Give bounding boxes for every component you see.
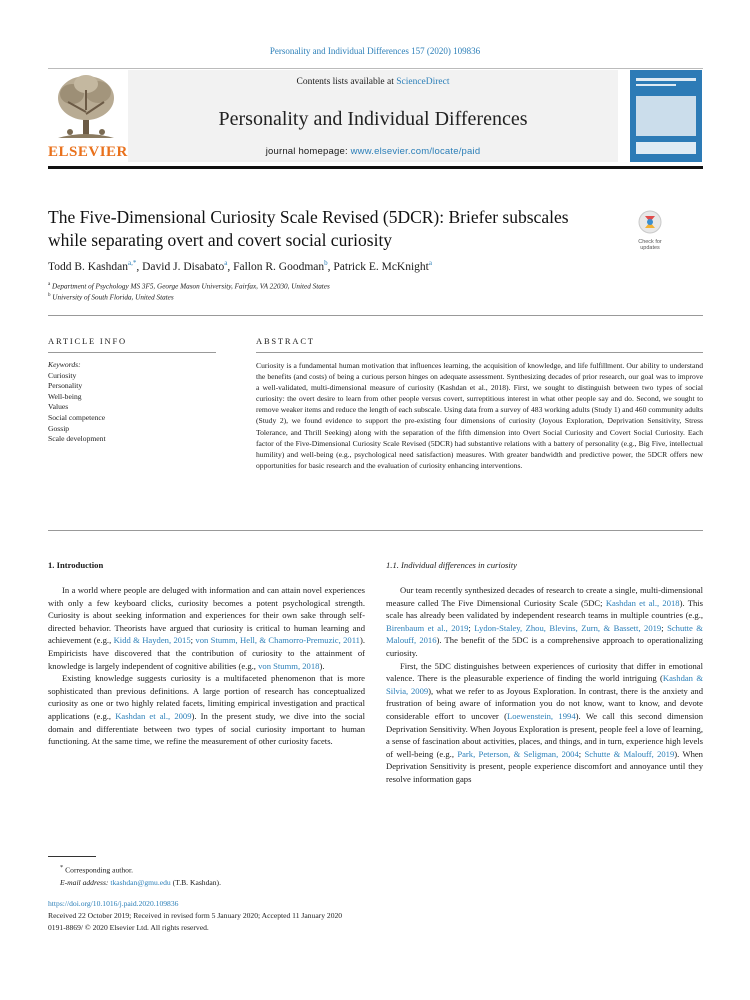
abstract-heading: ABSTRACT (256, 336, 315, 346)
section-divider (48, 315, 703, 316)
citation-link[interactable]: Loewenstein, 1994 (507, 710, 576, 721)
paragraph-text: ). We call this second dimension Deprivation Sensitivity. When Joyous Exploration is present, people feel a love of learning, a sense of fascination about activities, places, and things, and in turn, experience high levels of well-being (e.g., (386, 710, 703, 759)
footnote (60, 862, 221, 889)
cover-footer-panel (636, 142, 696, 154)
citation-link[interactable]: Kashdan & Silvia, 2009 (386, 673, 704, 696)
keywords-list (48, 360, 218, 445)
affiliation (48, 282, 708, 290)
author-list (48, 259, 708, 273)
contents-prefix: Contents lists available at (296, 77, 397, 87)
paragraph (386, 584, 703, 660)
cover-line (636, 78, 696, 81)
keyword: Curiosity (48, 370, 77, 380)
abstract-rule (256, 352, 703, 353)
citation-link[interactable]: Kashdan et al., 2018 (605, 597, 680, 608)
paragraph-text: ). Empiricists have discovered that the contribution of curiosity to the attainment of knowledge is largely independent of cognitive abilities (e.g., (48, 635, 365, 671)
paragraph-text: ; (468, 622, 475, 633)
footnote-marker: * (60, 864, 64, 871)
author-separator: , (327, 260, 334, 273)
citation-link[interactable]: von Stumm, Hell, & Chamorro-Premuzic, 2011 (195, 635, 360, 646)
paragraph-text: ). (319, 660, 325, 671)
header-banner (128, 70, 618, 162)
paragraph-text: ). When Deprivation Sensitivity is present, people experience discomfort and annoyance until they resolve information gaps (386, 748, 703, 784)
paper-title: The Five-Dimensional Curiosity Scale Revised (5DCR): Briefer subscales while separating overt and covert social curiosity (48, 207, 569, 250)
article-info-heading: ARTICLE INFO (48, 336, 127, 346)
homepage-prefix: journal homepage: (265, 146, 351, 157)
citation-link[interactable]: Kidd & Hayden, 2015 (113, 635, 191, 646)
body-column-left (48, 584, 365, 748)
abstract-text: Curiosity is a fundamental human motivation that influences learning, the acquisition of knowledge, and life fulfillment. Our ability to understand the benefits (and costs) of being a curious person hinges on adequate assessment. Synthesizing decades of prior research, our goal was to improve a well-validated, multi-dimensional measure of curiosity (Kashdan et al., 2018). First, we sought to distinguish between two types of social curiosity: the overt desire to learn from other people versus covert, surreptitious interest in what other people say and do. Second, we sought to remove weaker items and reduce the length of each subscale. Using data from a survey of 483 working adults (Study 1) and 460 community adults (Study 2), we found evidence to support the pre-existing four dimensions of curiosity (Joyous Exploration, Deprivation Sensitivity, Stress Tolerance, and Thrill Seeking) along with the separation of the fifth dimension into Overt Social Curiosity and Covert Social Curiosity. Each factor of the Five-Dimensional Curiosity Scale Revised (5DCR) had substantive relations with a battery of personality (e.g., Big Five, intellectual humility) and well-being (e.g., psychological need satisfaction) measures. With greater bandwidth and predictive power, the 5DCR offers new opportunities for basic research and the evaluation of curiosity enhancing interventions. (256, 361, 703, 470)
author-affiliation-marker[interactable]: b (324, 259, 328, 267)
keyword: Social competence (48, 412, 106, 422)
footnote-rule (48, 856, 96, 857)
paragraph-text: ), what we refer to as Joyous Exploration. In contrast, there is the anxiety and frustration of being aware of information you do not know, want to know, and devote considerable effort to uncover ( (386, 685, 703, 721)
citation-link[interactable]: von Stumm, 2018 (258, 660, 320, 671)
journal-header (48, 70, 618, 162)
citation-link[interactable]: Park, Peterson, & Seligman, 2004 (457, 748, 579, 759)
author-name[interactable]: Todd B. Kashdan (48, 260, 129, 273)
crossmark-label: Check for updates (638, 239, 662, 251)
email-suffix: (T.B. Kashdan). (170, 877, 221, 887)
crossmark-badge[interactable] (630, 210, 670, 251)
elsevier-logo[interactable] (48, 72, 128, 160)
paragraph (48, 672, 365, 748)
affiliation-marker: a (48, 282, 51, 287)
publisher-name: ELSEVIER (48, 144, 128, 160)
citation-link[interactable]: Birenbaum et al., 2019 (386, 622, 469, 633)
article-info-rule (48, 352, 216, 353)
citation-link[interactable]: Kashdan et al., 2009 (115, 710, 192, 721)
section-divider (48, 530, 703, 531)
header-bottom-rule (48, 166, 703, 169)
paragraph-text: ). This scale has already been validated by independent research teams in multiple countries (e.g., (386, 597, 703, 621)
paragraph-text: ). In the present study, we dive into the social domain and differentiate between two types of social curiosity important to human functioning. At the same time, we refine the measurement of other curiosity facets. (48, 710, 366, 747)
keyword: Values (48, 402, 69, 412)
author-separator: , (227, 260, 234, 273)
journal-homepage-line (128, 146, 618, 157)
keyword: Personality (48, 381, 83, 391)
citation-link[interactable]: Lydon-Staley, Zhou, Blevins, Zurn, & Bassett, 2019 (474, 622, 662, 633)
paragraph-text: ; (190, 635, 196, 646)
author-name[interactable]: David J. Disabato (142, 260, 225, 273)
paragraph-text: Our team recently synthesized decades of research to create a single, multi-dimensional measure called The Five Dimensional Curiosity Scale (5DC; (386, 585, 703, 608)
body-column-right (386, 584, 703, 786)
affiliation-text: University of South Florida, United States (52, 293, 174, 302)
paragraph-text: Existing knowledge suggests curiosity is a multifaceted phenomenon that is more sophisticated than previous definitions. A large portion of research has conceptualized curiosity as one or two highly related facets, limiting empirical investigation and practical applications (e.g., (48, 673, 365, 721)
homepage-link[interactable]: www.elsevier.com/locate/paid (350, 146, 481, 157)
paragraph (48, 584, 365, 672)
author-name[interactable]: Patrick E. McKnight (333, 260, 429, 273)
journal-cover-image[interactable] (630, 70, 702, 162)
keyword: Scale development (48, 434, 106, 444)
subsection-title: 1.1. Individual differences in curiosity (386, 560, 517, 570)
corresponding-author-note: Corresponding author. (65, 865, 133, 875)
paragraph-text: ). The benefit of the 5DC is a comprehensive approach to operationalizing curiosity. (386, 635, 703, 658)
elsevier-tree-icon (48, 72, 124, 144)
author-affiliation-marker[interactable]: a,* (128, 259, 137, 267)
email-label: E-mail address: (60, 877, 111, 887)
citation-link[interactable]: Schutte & Malouff, 2019 (584, 748, 675, 759)
affiliation (48, 293, 708, 301)
journal-title: Personality and Individual Differences (218, 108, 528, 130)
keyword: Gossip (48, 423, 70, 433)
author-name[interactable]: Fallon R. Goodman (233, 260, 325, 273)
keywords-label: Keywords: (48, 360, 81, 369)
author-affiliation-marker[interactable]: a (224, 259, 228, 267)
paragraph-text: ; (578, 748, 585, 759)
doi-link[interactable]: https://doi.org/10.1016/j.paid.2020.109836 (48, 899, 179, 908)
author-affiliation-marker[interactable]: a (428, 259, 432, 267)
publication-info (48, 898, 342, 934)
affiliation-text: Department of Psychology MS 3F5, George Mason University, Fairfax, VA 22030, United States (52, 282, 330, 291)
cover-contents-panel (636, 96, 696, 136)
journal-reference[interactable]: Personality and Individual Differences 157 (2020) 109836 (269, 46, 481, 56)
crossmark-icon (638, 210, 662, 234)
email-link[interactable]: tkashdan@gmu.edu (110, 877, 171, 887)
paragraph-text: First, the 5DC distinguishes between experiences of curiosity that differ in emotional valence. There is the pleasurable experience of finding the world intriguing ( (386, 660, 703, 684)
header-top-rule (48, 68, 703, 69)
received-dates: Received 22 October 2019; Received in revised form 5 January 2020; Accepted 11 January 2020 (48, 911, 343, 920)
contents-line (128, 77, 618, 87)
sciencedirect-link[interactable]: ScienceDirect (396, 77, 450, 87)
section-title: 1. Introduction (48, 560, 104, 570)
author-separator: , (136, 260, 143, 273)
paragraph (386, 660, 703, 786)
affiliation-marker: b (48, 293, 51, 298)
keyword: Well-being (48, 391, 82, 401)
citation-link[interactable]: Schutte & Malouff, 2016 (386, 622, 703, 646)
paragraph-text: ; (661, 622, 668, 633)
cover-line (636, 84, 676, 86)
paragraph-text: In a world where people are deluged with information and can attain novel experiences with only a few keyboard clicks, curiosity becomes a potent psychological strength. Curiosity is about seeking information and experiences for their own sake through self-directed behavior. Theorists have argued that curiosity is critical to human learning and achievement (e.g., (48, 585, 365, 646)
copyright: 0191-8869/ © 2020 Elsevier Ltd. All rights reserved. (48, 923, 209, 932)
